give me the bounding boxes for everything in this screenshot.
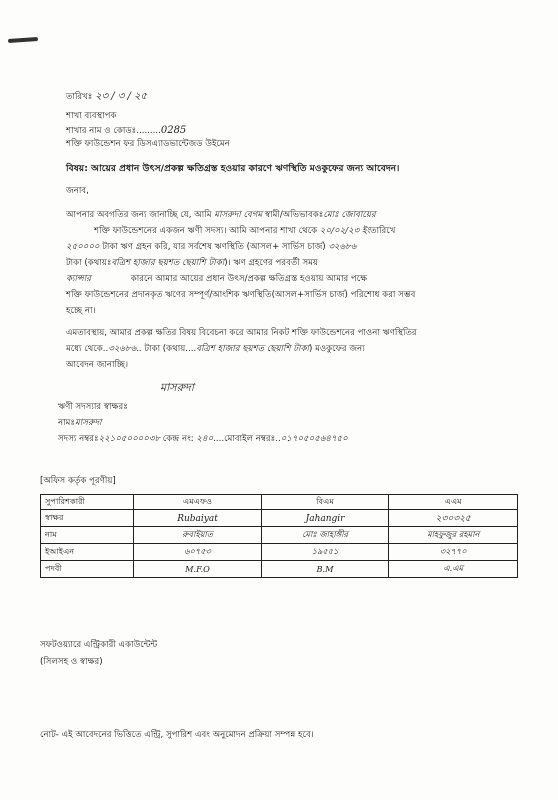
text: তারিখে bbox=[370, 226, 396, 236]
reason: ক্যান্সার bbox=[66, 274, 91, 284]
balance-amount: ৩২৬৮৬ bbox=[328, 242, 357, 252]
member-number: ২২১০৫০০০০৩৮ bbox=[98, 434, 161, 444]
branch-code: 0285 bbox=[160, 125, 187, 136]
table-cell: রুবাইয়াত bbox=[134, 527, 261, 544]
table-cell: ৬০৭৫৩ bbox=[134, 544, 261, 561]
para1-line2 bbox=[66, 226, 395, 237]
footer-note: নোট- এই আবেদনের ভিত্তিতে এন্ট্রি, সুপারিশ এবং অনুমোদন প্রক্রিয়া সম্পন্ন হবে। bbox=[40, 730, 314, 740]
text: আপনার অবগতির জন্য জানাচ্ছি যে, আমি bbox=[66, 210, 212, 220]
row-label: পদবী bbox=[41, 561, 134, 578]
text: সদস্য নম্বরঃ bbox=[58, 434, 99, 444]
row-label: ইআইএন bbox=[41, 544, 134, 561]
para1-line1 bbox=[66, 210, 376, 221]
branch-label: শাখার নাম ও কোডঃ......... bbox=[66, 126, 161, 136]
header-line1: শাখা ব্যবস্থাপক bbox=[66, 111, 117, 121]
date-line bbox=[66, 91, 147, 103]
accountant-title: সফটওয়্যারে এন্ট্রিকারী একাউন্টেন্ট bbox=[40, 640, 158, 650]
member-line bbox=[58, 434, 348, 445]
center-number: ২৪০ bbox=[196, 434, 214, 444]
signature-label: ঋণী সদস্যার স্বাক্ষরঃ bbox=[58, 402, 128, 412]
text: ) মওকুফের জন্য bbox=[308, 344, 365, 354]
table-row bbox=[41, 544, 518, 561]
subject: বিষয়: আয়ের প্রধান উৎস/প্রকল্প ক্ষতিগ্রস্ত হওয়ার কারণে ঋণস্থিতি মওকুফের জন্য আবেদন। bbox=[66, 163, 400, 174]
borrower-name: মাসরুদা bbox=[74, 418, 102, 428]
signature-mfo: Rubaiyat bbox=[177, 513, 218, 524]
guardian-name: মোঃ জোবায়ের bbox=[323, 210, 376, 220]
para2-line2: মধ্যে থেকে..৩২৬৮৬.. টাকা (কথায়....বত্রিশ হাজার ছয়শত ছেয়াশি টাকা) মওকুফের জন্য bbox=[66, 344, 365, 354]
borrower-signature: মাসরুদা bbox=[160, 381, 194, 394]
waive-amount: ৩২৬৮৬ bbox=[108, 344, 137, 354]
row-label: নাম bbox=[41, 527, 134, 544]
table-cell: ৩২৭৭০ bbox=[389, 544, 518, 561]
table-cell: ১৯৫৫১ bbox=[261, 544, 389, 561]
para1-line3 bbox=[66, 242, 356, 253]
para1-line4 bbox=[66, 258, 318, 269]
text: ....মোবাইল নম্বরঃ.. bbox=[213, 434, 281, 444]
waive-words: বত্রিশ হাজার ছয়শত ছেয়াশি টাকা bbox=[196, 344, 309, 354]
table-header-row bbox=[41, 495, 518, 510]
table-cell: এ.এম bbox=[389, 561, 518, 578]
text: মধ্যে থেকে.. bbox=[66, 344, 109, 354]
row-label: স্বাক্ষর bbox=[41, 510, 134, 527]
text: টাকা (কথায়ঃ bbox=[66, 258, 112, 268]
table-row bbox=[41, 527, 518, 544]
header-cell: বিএম bbox=[261, 495, 389, 510]
loan-date: ২০/০২/২৩ ইং bbox=[319, 226, 371, 236]
table-cell: মোঃ জাহাঙ্গীর bbox=[261, 527, 389, 544]
table-row bbox=[41, 561, 518, 578]
signature-am: ২৩০৩২৫ bbox=[435, 513, 471, 524]
loan-amount: ২৫০০০০ bbox=[66, 242, 100, 252]
text: )। ঋণ গ্রহণের পরবর্তী সময় bbox=[224, 258, 318, 268]
text: স্বামী/অভিভাবকঃ bbox=[264, 210, 324, 220]
mobile-number: ০১৭০৫০৫৬৪৭৫০ bbox=[280, 434, 348, 444]
borrower-name-line bbox=[58, 418, 102, 429]
para2-line3: আবেদন জানাচ্ছি। bbox=[66, 360, 129, 370]
header-cell: সুপারিশকারী bbox=[41, 495, 134, 510]
office-heading: [অফিস কর্তৃক পূরণীয়] bbox=[40, 476, 116, 486]
accountant-seal-note: (সিলসহ ও স্বাক্ষর) bbox=[40, 657, 103, 667]
table-cell: মাহফুজুর রহমান bbox=[389, 527, 518, 544]
text: কারনে আমার আয়ের প্রধান উৎস/প্রকল্প ক্ষতিগ্রস্ত হওয়ায় আমার পক্ষে bbox=[130, 274, 368, 284]
para1-line5 bbox=[66, 274, 367, 285]
header-line2 bbox=[66, 125, 186, 137]
recommendation-table bbox=[40, 494, 518, 578]
para2-line1: এমতাবস্থায়, আমার প্রকল্প ক্ষতির বিষয় বিবেচনা করে আমার নিকট শক্তি ফাউন্ডেশনের পাওনা ঋণস্থিতির bbox=[66, 328, 417, 338]
table-cell: B.M bbox=[261, 561, 389, 578]
applicant-name: মাসরুদা বেগম bbox=[214, 210, 263, 220]
text: টাকা ঋণ গ্রহন করি, যার সর্বশেষ ঋণস্থিতি (আসল+ সার্ভিস চার্জ) bbox=[102, 242, 326, 252]
table-cell: M.F.O bbox=[134, 561, 261, 578]
header-line3: শক্তি ফাউন্ডেশন ফর ডিসএ্যাডভান্টেজড উইমেন bbox=[66, 139, 230, 149]
text: শক্তি ফাউন্ডেশনের একজন ঋণী সদস্য। আমি আপনার শাখা থেকে bbox=[94, 226, 318, 236]
text: কেন্দ্র নং: bbox=[162, 434, 194, 444]
date-value: ২৩ / ৩ / ২৫ bbox=[95, 91, 148, 102]
salutation: জনাব, bbox=[66, 186, 89, 196]
balance-words: বত্রিশ হাজার ছয়শত ছেয়াশি টাকা bbox=[111, 258, 225, 268]
date-label: তারিখঃ bbox=[66, 92, 93, 102]
header-cell: এমএফও bbox=[134, 495, 261, 510]
para1-line6: শক্তি ফাউন্ডেশনের প্রদানকৃত ঋণের সম্পূর্ণ/আংশিক ঋণস্থিতি(আসল+সার্ভিস চার্জ) পরিশোধ করা সম্ভব bbox=[66, 290, 416, 300]
text: নামঃ bbox=[58, 418, 75, 428]
table-row bbox=[41, 510, 518, 527]
header-cell: এএম bbox=[389, 495, 518, 510]
para1-line7: হচ্ছে না। bbox=[66, 306, 96, 316]
scan-mark bbox=[8, 37, 38, 43]
signature-bm: Jahangir bbox=[305, 513, 345, 524]
text: টাকা (কথায়.... bbox=[144, 344, 197, 354]
